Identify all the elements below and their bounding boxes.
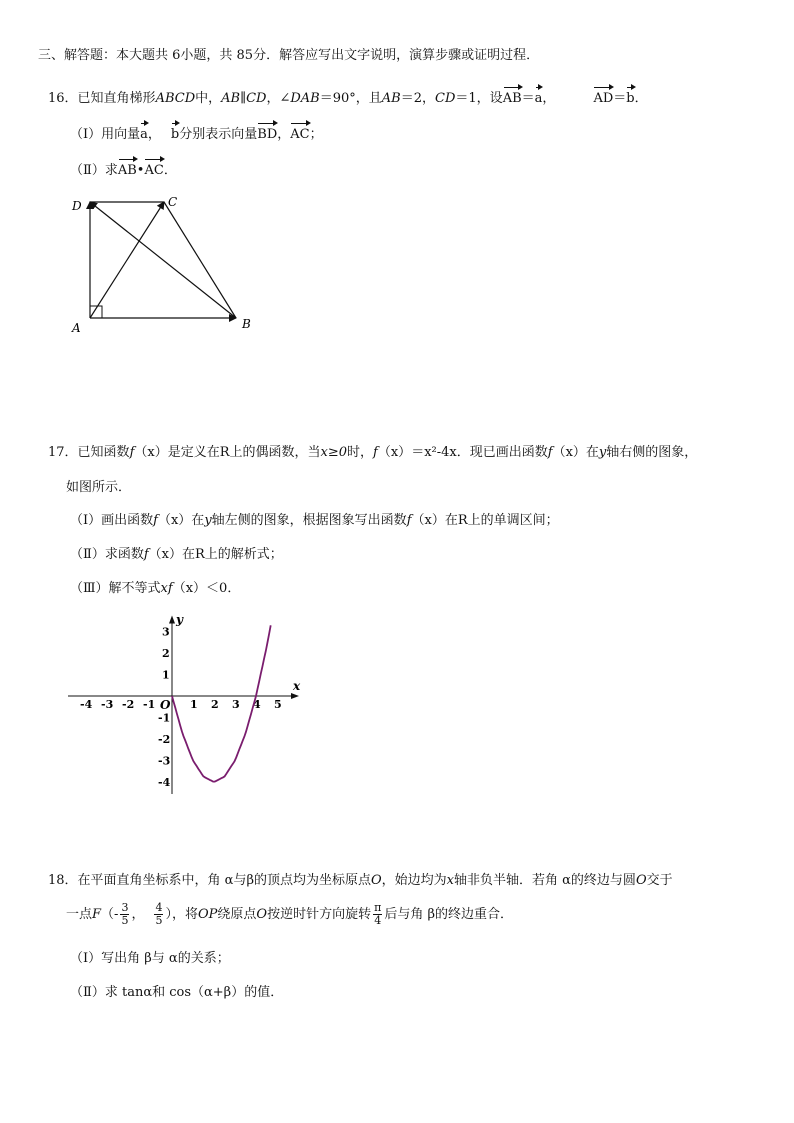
question-16-part-1: （Ⅰ）用向量a， b分别表示向量BD，AC； <box>70 122 323 144</box>
x-axis-label: x <box>293 679 301 693</box>
x-tick-label: 4 <box>253 698 261 711</box>
label-c: C <box>168 195 178 209</box>
y-tick-label: -1 <box>158 711 171 725</box>
origin-label: O <box>160 698 171 712</box>
question-18-part-1: （Ⅰ）写出角 β与 α的关系； <box>70 951 230 966</box>
y-tick-label: 3 <box>162 625 170 639</box>
label-d: D <box>72 199 82 213</box>
vector-a: a <box>535 86 543 108</box>
trapezoid-figure <box>60 188 280 338</box>
x-tick-label: -3 <box>101 698 114 711</box>
x-tick-label: -1 <box>143 698 156 711</box>
question-18-part-2: （Ⅱ）求 tanα和 cos（α+β）的值． <box>70 985 284 1000</box>
y-tick-label: -4 <box>158 776 171 789</box>
question-17-part-2: （Ⅱ）求函数f（x）在R上的解析式； <box>70 547 283 562</box>
x-tick-label: 1 <box>190 698 198 711</box>
x-tick-label: -2 <box>122 698 135 711</box>
question-16-stem: 16．已知直角梯形ABCD中，AB∥CD，∠DAB＝90°，且AB＝2，CD＝1，设AB＝a， AD＝b． <box>48 86 648 108</box>
fraction-pi-4: $\frac{\pi}{4}$ <box>374 901 382 927</box>
label-b: B <box>242 317 251 331</box>
fraction-3-5: $\frac{3}{5}$ <box>121 901 129 927</box>
y-tick-label: 1 <box>162 668 170 682</box>
diagonal-ac <box>90 202 164 318</box>
y-tick-label: -3 <box>158 754 171 768</box>
fraction-4-5: $\frac{4}{5}$ <box>155 901 163 927</box>
vector-b: b <box>626 86 634 108</box>
question-18-stem: 18．在平面直角坐标系中，角 α与β的顶点均为坐标原点O，始边均为x轴非负半轴．若角 α的终边与圆O交于 <box>48 873 673 888</box>
x-tick-label: -4 <box>80 698 93 711</box>
question-17-stem-line-2: 如图所示． <box>66 480 132 495</box>
x-tick-label: 3 <box>232 698 240 711</box>
y-axis-arrow <box>169 616 175 624</box>
question-17-stem: 17．已知函数f（x）是定义在R上的偶函数，当x≥0时，f（x）＝x²-4x．现已画出函数f（x）在y轴右侧的图象， <box>48 445 698 460</box>
question-17-part-1: （Ⅰ）画出函数f（x）在y轴左侧的图象，根据图象写出函数f（x）在R上的单调区间； <box>70 513 559 528</box>
function-graph <box>60 612 310 802</box>
side-cb <box>164 202 236 318</box>
section-heading: 三、解答题：本大题共 6小题，共 85分．解答应写出文字说明，演算步骤或证明过程． <box>38 48 540 63</box>
label-a: A <box>72 321 81 335</box>
question-17-part-3: （Ⅲ）解不等式xf（x）＜0． <box>70 581 241 596</box>
y-tick-label: -2 <box>158 733 171 746</box>
x-tick-label: 2 <box>211 698 219 711</box>
question-16-part-2: （Ⅱ）求AB•AC． <box>70 158 177 180</box>
vector-ab: AB <box>503 86 522 108</box>
diagonal-bd <box>90 202 236 318</box>
y-axis-label: y <box>176 612 183 627</box>
x-axis-arrow <box>291 693 299 699</box>
y-tick-label: 2 <box>162 647 170 660</box>
question-18-stem-line-2: 一点F（- $\frac{3}{5}$ ， $\frac{4}{5}$ ），将OP绕原点O按逆时针方向旋转 $\frac{\pi}{4}$ 后与角 β的终边重合． <box>66 901 513 927</box>
x-tick-label: 5 <box>274 698 282 711</box>
vector-ad: AD <box>593 86 613 108</box>
